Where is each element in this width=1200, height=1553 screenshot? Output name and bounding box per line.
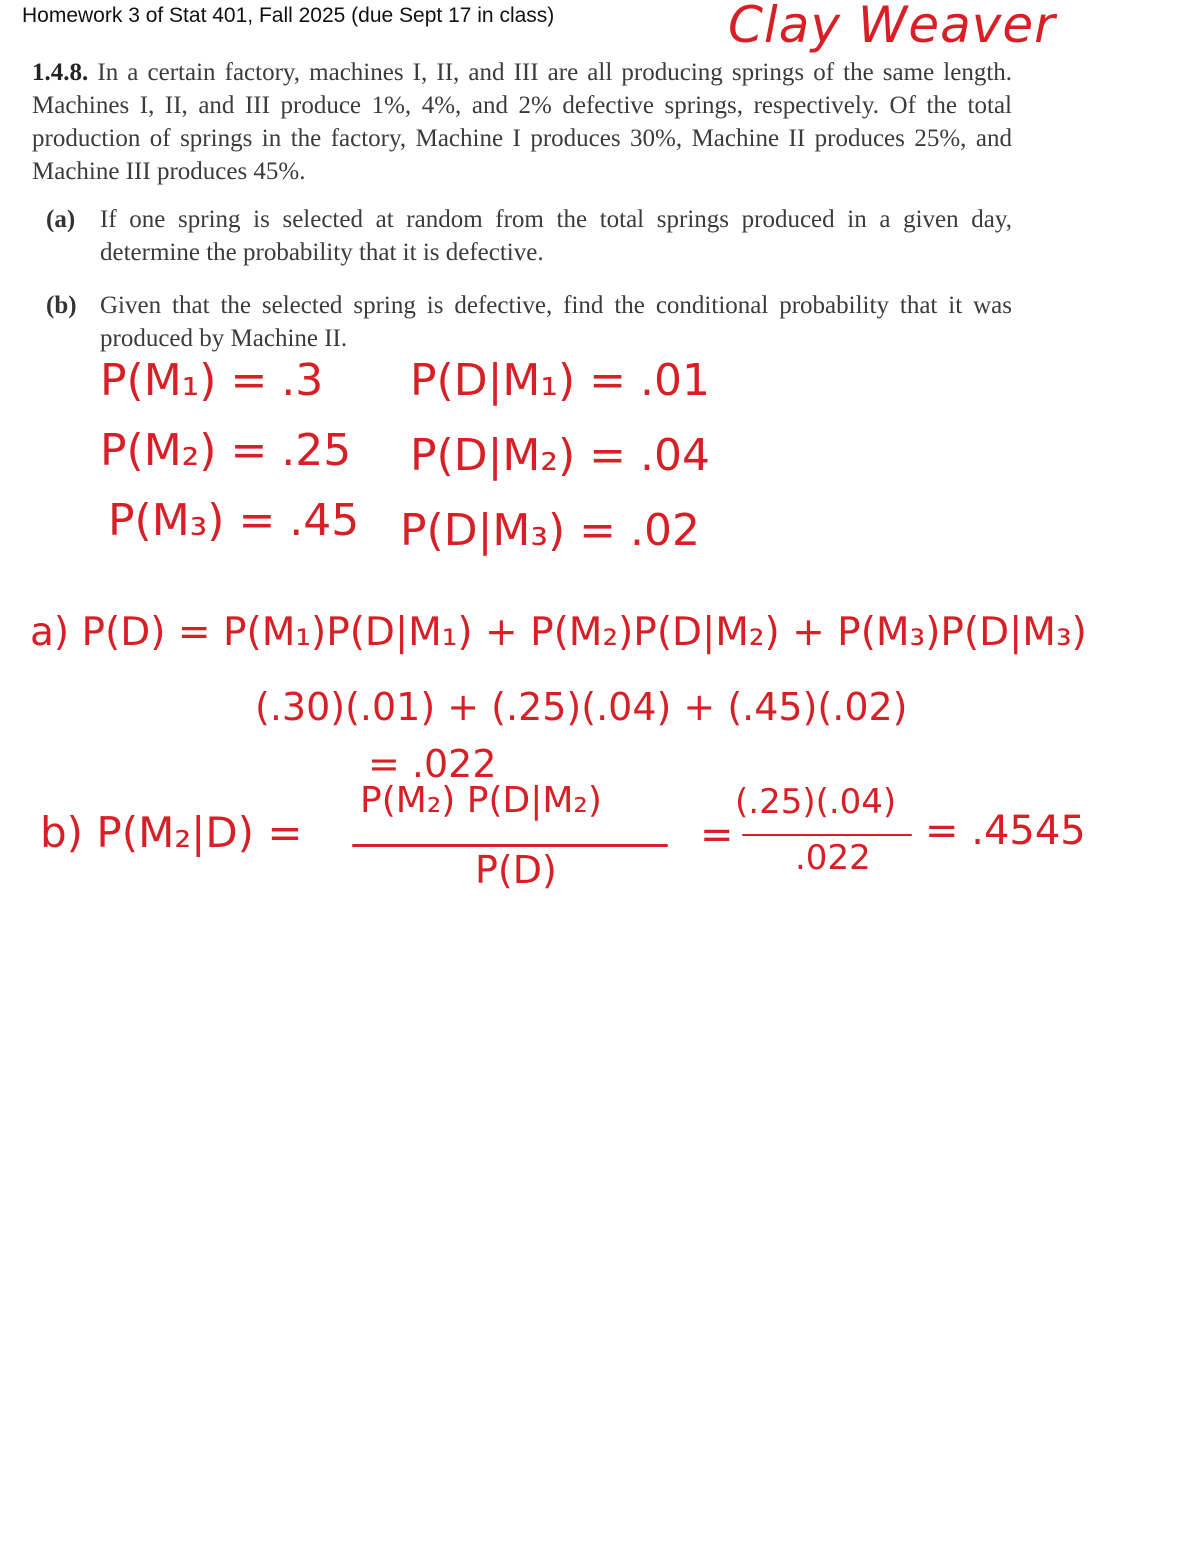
part-b-lhs: b) P(M₂|D) =: [40, 808, 303, 857]
part-b-fraction-bar-2: [742, 834, 912, 836]
given-p-d-given-m2: P(D|M₂) = .04: [410, 430, 710, 481]
problem-statement: [32, 56, 1012, 188]
given-p-m3: P(M₃) = .45: [108, 495, 360, 546]
given-p-d-given-m1: P(D|M₁) = .01: [410, 355, 710, 406]
part-b-result: = .4545: [925, 808, 1086, 854]
problem-number: 1.4.8.: [32, 59, 89, 86]
part-a-question: [46, 203, 1012, 269]
part-b-denominator-2: .022: [795, 838, 871, 878]
student-name: Clay Weaver: [728, 0, 1056, 54]
given-p-d-given-m3: P(D|M₃) = .02: [400, 505, 700, 556]
part-b-numerator: P(M₂) P(D|M₂): [360, 780, 602, 821]
part-b-fraction-bar-1: [352, 844, 668, 847]
given-p-m2: P(M₂) = .25: [100, 425, 352, 476]
part-a-text: If one spring is selected at random from the total springs produced in a given day, determine the probability that it is defective.: [100, 206, 1012, 266]
part-b-numerator-2: (.25)(.04): [735, 782, 897, 822]
part-b-label: (b): [46, 292, 77, 319]
part-b-question: [46, 289, 1012, 355]
part-b-denominator: P(D): [475, 848, 557, 892]
part-b-equals: =: [700, 812, 734, 858]
part-b-text: Given that the selected spring is defective, find the conditional probability that it was produced by Machine II.: [100, 292, 1012, 352]
given-p-m1: P(M₁) = .3: [100, 355, 324, 406]
part-a-substitution: (.30)(.01) + (.25)(.04) + (.45)(.02): [255, 685, 908, 729]
part-a-label: (a): [46, 206, 76, 233]
page-header: Homework 3 of Stat 401, Fall 2025 (due Sept 17 in class): [22, 4, 555, 27]
problem-text: In a certain factory, machines I, II, and III are all producing springs of the same length. Machines I, II, and III produce 1%, 4%, and 2% defective springs, respectively. Of the total production of springs in the factory, Machine I produces 30%, Machine II produces 25%, and Machine III produces 45%.: [32, 59, 1013, 185]
part-a-result: = .022: [368, 742, 497, 786]
part-a-formula: a) P(D) = P(M₁)P(D|M₁) + P(M₂)P(D|M₂) + P(M₃)P(D|M₃): [30, 610, 1087, 655]
